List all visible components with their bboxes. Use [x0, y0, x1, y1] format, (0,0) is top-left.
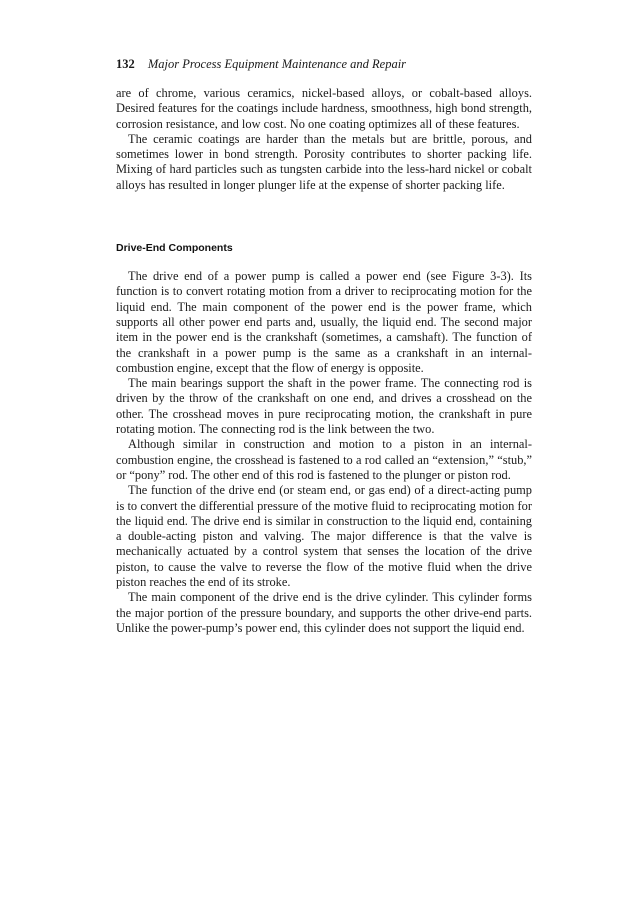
running-head [116, 56, 532, 72]
paragraph: The main component of the drive end is the drive cylinder. This cylinder forms the major portion of the pressure boundary, and supports the other drive-end parts. Unlike the power-pump’s power end, this cylinder does not support the liquid end. [116, 590, 532, 635]
page-number: 132 [116, 57, 135, 71]
paragraph: The ceramic coatings are harder than the metals but are brittle, porous, and sometimes lower in bond strength. Porosity contributes to shorter packing life. Mixing of hard particles such as tungsten carbide into the less-hard nickel or cobalt alloys has resulted in longer plunger life at the expense of shorter packing life. [116, 131, 532, 192]
section-spacer [116, 193, 532, 241]
paragraph: The drive end of a power pump is called a power end (see Figure 3-3). Its function is to convert rotating motion from a driver to reciprocating motion for the liquid end. The main component of the power end is the power frame, which supports all other power end parts and, usually, the liquid end. The second major item in the power end is the crankshaft (sometimes, a camshaft). The function of the crankshaft in a power pump is the same as a crankshaft in an internal-combustion engine, except that the flow of energy is opposite. [116, 269, 532, 375]
section-heading: Drive-End Components [116, 242, 233, 255]
book-title: Major Process Equipment Maintenance and Repair [147, 57, 407, 71]
paragraph: The main bearings support the shaft in the power frame. The connecting rod is driven by the throw of the crankshaft on one end, and drives a crosshead on the other. The crosshead moves in pure reciprocating motion, the crankshaft in pure rotating motion. The connecting rod is the link between the two. [116, 376, 532, 437]
paragraph: The function of the drive end (or steam end, or gas end) of a direct-acting pump is to convert the differential pressure of the motive fluid to reciprocating motion for the liquid end. The drive end is similar in construction to the liquid end, containing a double-acting piston and valving. The major difference is that the valve is mechanically actuated by a control system that senses the location of the drive piston, to cause the valve to reverse the flow of the motive fluid when the drive piston reaches the end of its stroke. [116, 483, 532, 590]
paragraph: are of chrome, various ceramics, nickel-based alloys, or cobalt-based alloys. Desired features for the coatings include hardness, smoothness, high bond strength, corrosion resistance, and low cost. No one coating optimizes all of these features. [116, 86, 532, 131]
paragraph: Although similar in construction and motion to a piston in an internal-combustion engine, the crosshead is fastened to a rod called an “extension,” “stub,” or “pony” rod. The other end of this rod is fastened to the plunger or piston rod. [116, 437, 532, 482]
drive-end-section [116, 241, 532, 636]
coatings-section [116, 86, 532, 193]
book-page [116, 56, 532, 636]
